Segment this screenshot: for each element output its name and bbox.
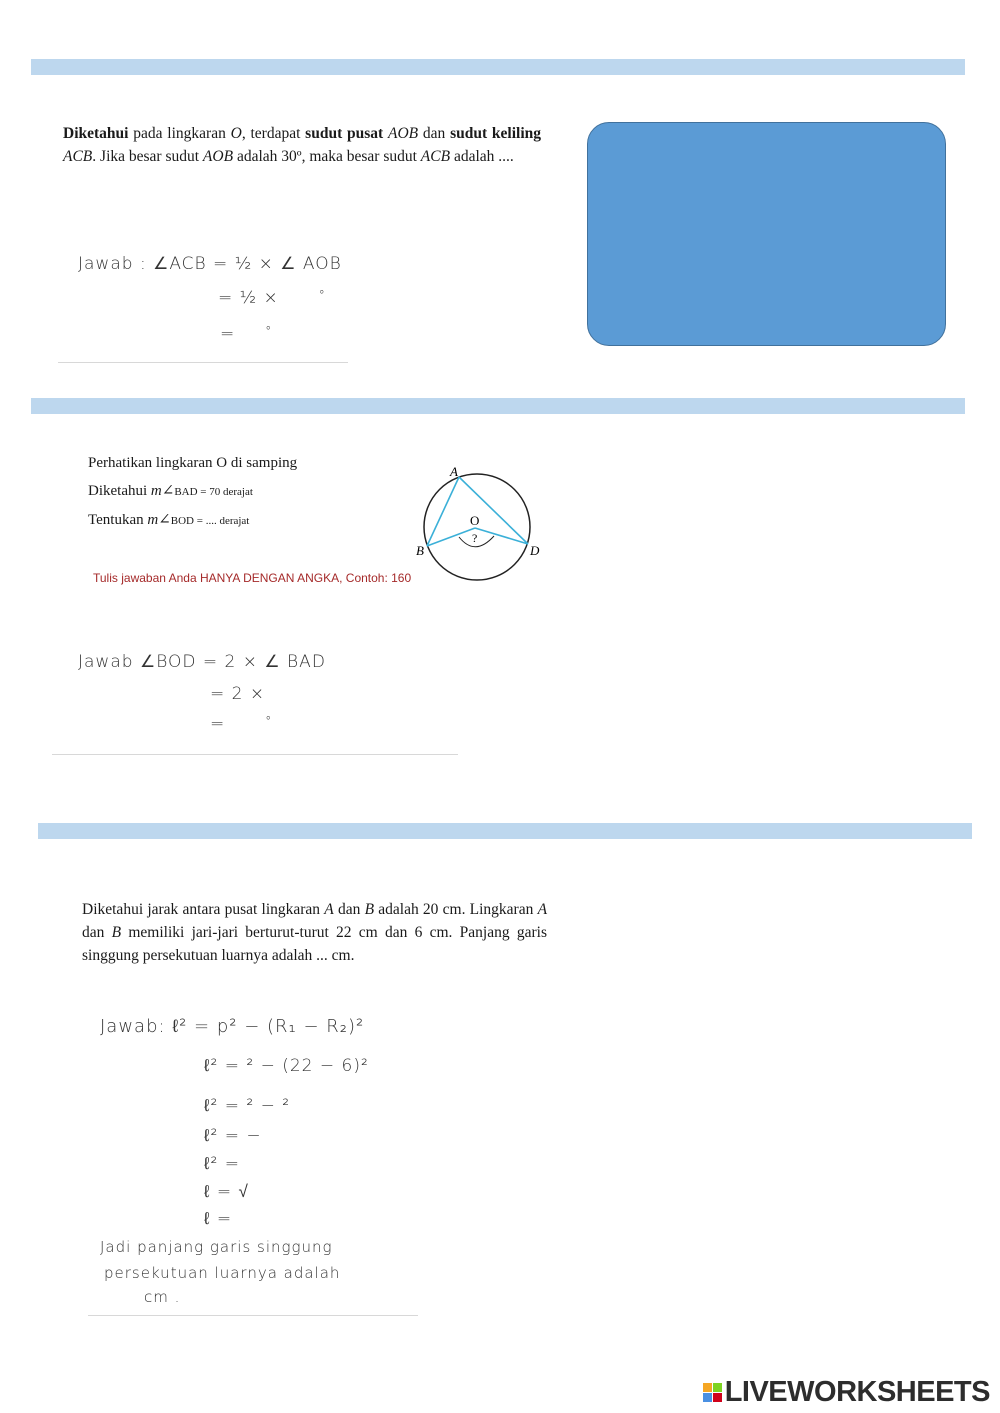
section-1-question: Diketahui pada lingkaran O, terdapat sudut pusat AOB dan sudut keliling ACB. Jika besar sudut AOB adalah 30º, maka besar sudut ACB adalah .... [63, 125, 542, 165]
section-1-answer [78, 250, 348, 362]
section-1-answer-underline [58, 362, 348, 363]
answer-drop-box[interactable] [587, 122, 946, 346]
answer3-line-1: Jawab: ℓ² = p² − (R₁ − R₂)² [100, 1016, 365, 1037]
label-d: D [530, 543, 540, 558]
conclusion-line-3: cm . [144, 1288, 181, 1306]
answer3-line-2: ℓ² = ² − (22 − 6)² [204, 1056, 369, 1076]
answer-line-3: = ° [220, 324, 273, 344]
section-3-question: Diketahui jarak antara pusat lingkaran A dan B adalah 20 cm. Lingkaran A dan B memiliki jari-jari berturut-turut 22 cm dan 6 cm. Panjang garis singgung persekutuan luarnya adalah ... cm. [82, 901, 548, 964]
answer2-line-2: = 2 × [210, 684, 266, 704]
answer3-line-5: ℓ² = [204, 1154, 240, 1174]
answer-line-2: = ½ × ° [218, 288, 326, 308]
section-2-header-bar [31, 398, 965, 414]
q2-line-1: Perhatikan lingkaran O di samping [88, 455, 298, 471]
answer3-line-4: ℓ² = − [204, 1126, 262, 1146]
circle-diagram [412, 462, 552, 592]
section-3-answer [100, 1012, 420, 1317]
answer2-line-1: Jawab ∠BOD = 2 × ∠ BAD [78, 652, 326, 672]
logo-square [703, 1393, 712, 1402]
brand-name: LIVEWORKSHEETS [724, 1376, 990, 1408]
answer-line-1: Jawab : ∠ACB = ½ × ∠ AOB [78, 254, 342, 274]
logo-square [713, 1383, 722, 1392]
conclusion-line-1: Jadi panjang garis singgung [100, 1238, 333, 1256]
section-1-header-bar [31, 59, 965, 75]
q2-line-3: Tentukan m∠BOD = .... derajat [88, 512, 250, 528]
answer3-line-6: ℓ = √ [204, 1182, 249, 1202]
logo-mark-icon [703, 1383, 722, 1402]
section-2-answer [78, 648, 458, 748]
label-o: O [470, 513, 480, 528]
logo-square [703, 1383, 712, 1392]
q2-line-2: Diketahui m∠BAD = 70 derajat [88, 483, 253, 499]
liveworksheets-logo [703, 1376, 990, 1409]
conclusion-line-2: persekutuan luarnya adalah [104, 1264, 341, 1282]
answer3-line-7: ℓ = [204, 1209, 233, 1229]
logo-square [713, 1393, 722, 1402]
answer2-line-3: = ° [210, 714, 273, 734]
section-2-question [88, 449, 418, 535]
label-a: A [450, 464, 458, 479]
answer-instruction-note: Tulis jawaban Anda HANYA DENGAN ANGKA, Contoh: 160 [93, 571, 412, 585]
section-3-header-bar [38, 823, 972, 839]
label-b: B [416, 543, 424, 558]
section-3-answer-underline [88, 1315, 418, 1316]
answer3-line-3: ℓ² = ² − ² [204, 1096, 291, 1116]
section-2-answer-underline [52, 754, 458, 755]
label-question: ? [472, 531, 478, 545]
